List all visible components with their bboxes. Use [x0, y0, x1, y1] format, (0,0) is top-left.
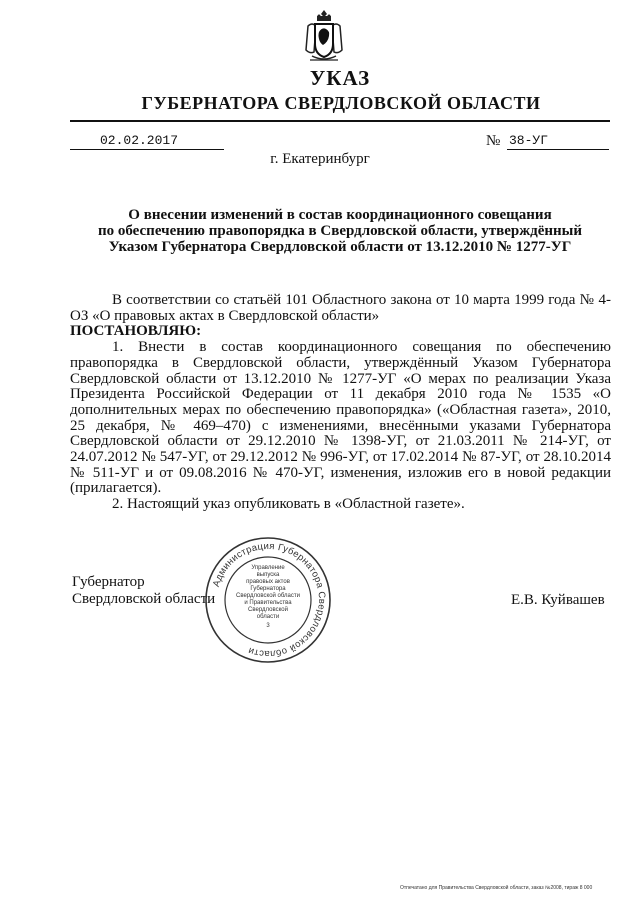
document-title: УКАЗ: [309, 66, 371, 90]
decree-date: 02.02.2017: [70, 133, 224, 150]
city: г. Екатеринбург: [270, 151, 370, 167]
heading-line-2: по обеспечению правопорядка в Свердловской области, утверждённый: [97, 223, 582, 239]
stamp-line-7: Свердловской: [248, 607, 288, 613]
intro-paragraph: В соответствии со статьёй 101 Областного закона от 10 марта 1999 года № 4-ОЗ «О правовых актах в Свердловской области»: [70, 292, 611, 324]
number-sign: №: [486, 133, 501, 149]
signatory-name: Е.В. Куйвашев: [511, 592, 605, 608]
signatory-position: [72, 574, 215, 608]
decree-heading: [70, 207, 610, 255]
decree-word: ПОСТАНОВЛЯЮ:: [70, 323, 202, 340]
sverdlovsk-coat-of-arms-icon: [304, 8, 344, 64]
stamp-line-9: 3: [266, 623, 270, 629]
position-line-2: Свердловской области: [72, 591, 216, 607]
decree-number: 38-УГ: [507, 133, 609, 150]
stamp-line-4: Губернатора: [250, 586, 286, 592]
item-2-paragraph: 2. Настоящий указ опубликовать в «Областной газете».: [112, 496, 465, 513]
document-subtitle: ГУБЕРНАТОРА СВЕРДЛОВСКОЙ ОБЛАСТИ: [141, 93, 541, 113]
heading-line-3: Указом Губернатора Свердловской области от 13.12.2010 № 1277-УГ: [108, 239, 572, 255]
item-1-paragraph: 1. Внести в состав координационного совещания по обеспечению правопорядка в Свердловской области, утверждённый Указом Губернатора Свердловской области от 13.12.2010 № 1277-УГ «О мерах по реализации Указа Президента Российской Федерации от 11 декабря 2010 года № 1535 «О дополнительных мерах по обеспечению правопорядка» («Областная газета», 2010, 25 декабря, № 469–470) с изменениями, внесёнными указами Губернатора Свердловской области от 29.12.2010 № 1398-УГ, от 21.03.2011 № 214-УГ, от 24.07.2012 № 547-УГ, от 29.12.2012 № 996-УГ, от 17.02.2014 № 87-УГ, от 28.10.2014 № 511-УГ и от 09.08.2016 № 470-УГ, изменения, изложив его в новой редакции (прилагается).: [70, 339, 611, 497]
stamp-ring-text: Администрация Губернатора Свердловской области: [210, 540, 328, 660]
stamp-line-1: Управление: [251, 565, 285, 571]
print-info: Отпечатано для Правительства Свердловской области, заказ №2008, тираж 8 000: [400, 885, 593, 891]
stamp-line-3: правовых актов: [246, 579, 290, 585]
stamp-line-6: и Правительства: [244, 600, 292, 606]
stamp-line-5: Свердловской области: [235, 593, 301, 599]
heading-line-1: О внесении изменений в состав координационного совещания: [128, 207, 552, 223]
header-divider: [70, 120, 610, 122]
official-stamp: [203, 535, 333, 665]
stamp-line-8: области: [256, 614, 280, 620]
stamp-line-2: выпуска: [256, 572, 280, 578]
position-line-1: Губернатор: [72, 574, 145, 590]
decree-body: [70, 293, 611, 513]
